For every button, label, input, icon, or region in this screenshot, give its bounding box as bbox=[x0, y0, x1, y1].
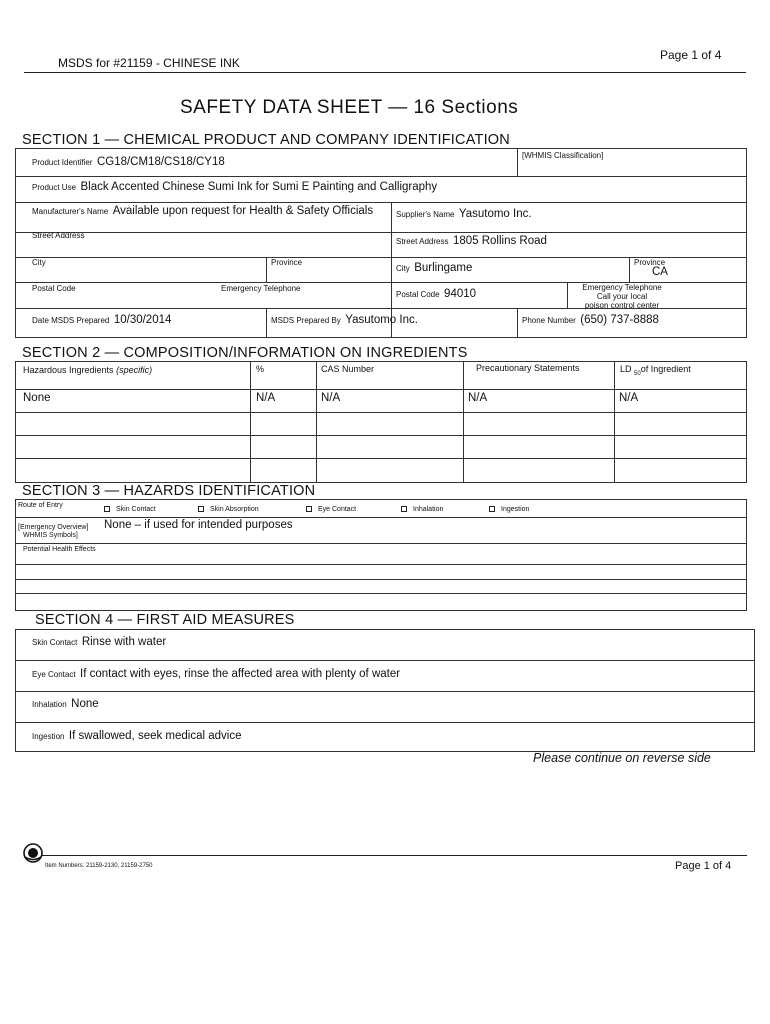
row-street bbox=[16, 233, 746, 258]
table-row bbox=[16, 413, 746, 436]
section-3-table bbox=[15, 499, 747, 611]
divider bbox=[567, 283, 568, 309]
row-inhalation bbox=[16, 692, 754, 723]
manufacturer-street-label: Street Address bbox=[32, 231, 85, 240]
col-hazardous-italic: (specific) bbox=[116, 365, 153, 375]
page-number-bottom: Page 1 of 4 bbox=[675, 860, 732, 872]
skin-contact-checkbox[interactable] bbox=[104, 506, 110, 512]
supplier-street-label: Street Address bbox=[396, 237, 449, 246]
supplier-province-value: CA bbox=[652, 266, 668, 278]
col-percent: % bbox=[256, 364, 265, 374]
phone-label: Phone Number bbox=[522, 316, 576, 325]
table-row bbox=[16, 565, 746, 580]
col-ld: LD bbox=[620, 364, 632, 374]
supplier-city-label: City bbox=[396, 264, 410, 273]
prepared-by-label: MSDS Prepared By bbox=[271, 316, 341, 325]
col-hazardous: Hazardous Ingredients bbox=[23, 365, 114, 375]
inhalation-checkbox[interactable] bbox=[401, 506, 407, 512]
supplier-postal-label: Postal Code bbox=[396, 290, 440, 299]
supplier-emergency-line2: poison control center bbox=[584, 301, 660, 310]
route-inhalation: Inhalation bbox=[413, 506, 444, 513]
section-1-heading: SECTION 1 — CHEMICAL PRODUCT AND COMPANY IDENTIFICATION bbox=[22, 132, 510, 148]
overview-value: None – if used for intended purposes bbox=[104, 519, 293, 531]
eye-contact-checkbox[interactable] bbox=[306, 506, 312, 512]
section-2-heading: SECTION 2 — COMPOSITION/INFORMATION ON INGREDIENTS bbox=[22, 345, 468, 361]
route-skin-contact: Skin Contact bbox=[116, 506, 156, 513]
footer-rule bbox=[42, 855, 747, 856]
divider bbox=[629, 258, 630, 283]
col-precaution: Precautionary Statements bbox=[476, 363, 580, 373]
section-3-heading: SECTION 3 — HAZARDS IDENTIFICATION bbox=[22, 483, 316, 499]
prepared-by-value: Yasutomo Inc. bbox=[345, 314, 418, 326]
product-identifier-label: Product Identifier bbox=[32, 158, 93, 167]
inhalation-value: None bbox=[71, 698, 99, 710]
manufacturer-postal-label: Postal Code bbox=[32, 284, 76, 293]
product-use-value: Black Accented Chinese Sumi Ink for Sumi E Painting and Calligraphy bbox=[80, 181, 438, 193]
ingestion-value: If swallowed, seek medical advice bbox=[68, 730, 242, 742]
manufacturer-emergency-label: Emergency Telephone bbox=[221, 284, 301, 293]
ingredient-value: None bbox=[23, 392, 51, 404]
whmis-symbols-label: WHMIS Symbols] bbox=[23, 532, 78, 539]
col-ld-sub: 50 bbox=[634, 370, 641, 377]
divider bbox=[517, 149, 518, 177]
section-4-table bbox=[15, 629, 755, 752]
divider bbox=[517, 309, 518, 337]
table-row bbox=[16, 436, 746, 459]
phone-value: (650) 737-8888 bbox=[580, 314, 659, 326]
supplier-emergency-label: Emergency Telephone bbox=[582, 283, 662, 292]
product-use-label: Product Use bbox=[32, 183, 77, 192]
date-label: Date MSDS Prepared bbox=[32, 316, 110, 325]
row-health bbox=[16, 544, 746, 565]
supplier-province-label: Province bbox=[634, 258, 666, 267]
supplier-emergency-line1: Call your local bbox=[596, 292, 648, 301]
section-4-heading: SECTION 4 — FIRST AID MEASURES bbox=[35, 612, 295, 628]
col-ld-rest: of Ingredient bbox=[640, 364, 691, 374]
manufacturer-city-label: City bbox=[32, 258, 46, 267]
supplier-label: Supplier's Name bbox=[396, 210, 455, 219]
section-1-table bbox=[15, 148, 747, 338]
cas-value: N/A bbox=[321, 392, 341, 404]
supplier-city-value: Burlingame bbox=[414, 262, 473, 274]
doc-label: MSDS for #21159 - CHINESE INK bbox=[58, 56, 240, 70]
overview-label: [Emergency Overview] bbox=[18, 524, 89, 531]
logo-icon bbox=[22, 842, 44, 864]
route-ingestion: Ingestion bbox=[501, 506, 530, 513]
precaution-value: N/A bbox=[468, 392, 488, 404]
eye-label: Eye Contact bbox=[32, 670, 76, 679]
supplier-street-value: 1805 Rollins Road bbox=[452, 235, 547, 247]
section-2-table bbox=[15, 361, 747, 483]
supplier-postal-value: 94010 bbox=[444, 288, 477, 300]
divider bbox=[266, 258, 267, 283]
route-label: Route of Entry bbox=[18, 502, 63, 509]
manufacturer-label: Manufacturer's Name bbox=[32, 207, 109, 216]
manufacturer-province-label: Province bbox=[271, 258, 303, 267]
eye-value: If contact with eyes, rinse the affected area with plenty of water bbox=[80, 668, 401, 680]
route-eye-contact: Eye Contact bbox=[318, 506, 357, 513]
item-numbers: Item Numbers: 21159-2130, 21159-2750 bbox=[45, 863, 153, 869]
header-rule bbox=[24, 72, 746, 73]
page-number-top: Page 1 of 4 bbox=[660, 48, 722, 62]
page-title: SAFETY DATA SHEET — 16 Sections bbox=[180, 97, 519, 118]
divider bbox=[266, 309, 267, 337]
col-cas: CAS Number bbox=[321, 364, 375, 374]
ingestion-label: Ingestion bbox=[32, 732, 65, 741]
inhalation-label: Inhalation bbox=[32, 700, 67, 709]
health-effects-label: Potential Health Effects bbox=[23, 546, 96, 553]
manufacturer-value: Available upon request for Health & Safety Officials bbox=[112, 205, 374, 217]
skin-value: Rinse with water bbox=[81, 636, 167, 648]
route-skin-absorption: Skin Absorption bbox=[210, 506, 259, 513]
skin-absorption-checkbox[interactable] bbox=[198, 506, 204, 512]
product-identifier-value: CG18/CM18/CS18/CY18 bbox=[96, 156, 225, 168]
date-value: 10/30/2014 bbox=[113, 314, 172, 326]
whmis-classification-label: [WHMIS Classification] bbox=[522, 151, 604, 160]
table-row bbox=[16, 580, 746, 594]
ingestion-checkbox[interactable] bbox=[489, 506, 495, 512]
skin-label: Skin Contact bbox=[32, 638, 78, 647]
percent-value: N/A bbox=[256, 392, 276, 404]
continue-note: Please continue on reverse side bbox=[533, 751, 711, 765]
supplier-value: Yasutomo Inc. bbox=[458, 208, 532, 220]
ld-value: N/A bbox=[619, 392, 639, 404]
